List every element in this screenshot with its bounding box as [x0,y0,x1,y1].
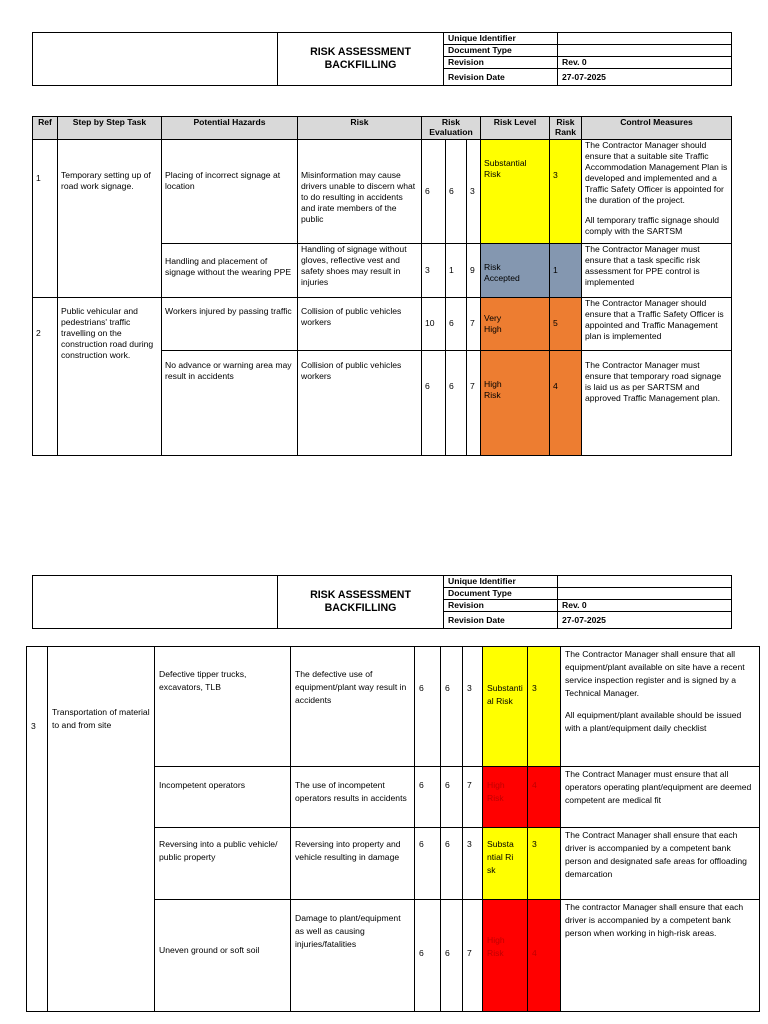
evaluation-1: 10 [422,297,446,350]
evaluation-1 [422,350,446,455]
risk-rank-cell [550,350,582,455]
evaluation-3: 7 [467,297,481,350]
evaluation-2 [441,767,463,828]
risk-level-text: Substantial Risk [484,157,527,179]
control-measures-cell: The Contractor Manager should ensure that a Traffic Safety Officer is appointed and Traffic Management plan is implemented [582,297,732,350]
risk-rank-value: 4 [553,380,558,391]
control-measures-cell: The contractor Manager shall ensure that each driver is accompanied by a competent bank person when working in high-risk areas. [561,900,760,1012]
risk-rank-cell: 5 [550,297,582,350]
ref-value: 1 [36,172,41,183]
revision-date-label: Revision Date [444,612,558,629]
risk-text: The use of incompetent operators results in accidents [295,780,407,803]
step-text: Transportation of material to and from site [52,707,150,730]
revision-label: Revision [444,57,558,69]
control-measures-cell [582,139,732,243]
control-measures-cell: The Contractor Manager must ensure that a task specific risk assessment for PPE control is implemented [582,243,732,297]
risk-cell [298,350,422,455]
document-header-2 [32,575,732,629]
hazard-text: Handling and placement of signage without the wearing PPE [165,255,292,277]
risk-rank-cell [528,900,561,1012]
evaluation-value: 7 [467,780,472,790]
ref-cell [27,647,48,1012]
ref-cell [33,297,58,455]
hazard-text: Uneven ground or soft soil [159,945,260,955]
revision-value: Rev. 0 [558,600,732,612]
risk-rank-value: 3 [532,839,537,849]
step-text: Temporary setting up of road work signage. [61,169,151,191]
control-measure-text: All equipment/plant available should be issued with a plant/equipment daily checklist [565,710,742,733]
risk-cell: Handling of signage without gloves, reflective vest and safety shoes may result in injuries [298,243,422,297]
col-controls: Control Measures [582,117,732,140]
title-line-2: BACKFILLING [324,59,397,71]
evaluation-value: 6 [449,380,454,391]
evaluation-value: 6 [445,780,450,790]
step-cell [58,297,162,455]
risk-level-text: Substantial Risk [487,839,514,875]
col-step: Step by Step Task [58,117,162,140]
evaluation-3 [463,828,483,900]
evaluation-value: 6 [425,380,430,391]
evaluation-value: 6 [445,839,450,849]
risk-level-text: High Risk [484,378,502,400]
hazard-cell [155,647,291,767]
hazard-cell [155,900,291,1012]
hazard-cell [162,350,298,455]
evaluation-1: 3 [422,243,446,297]
risk-cell [291,828,415,900]
risk-level-text: Substantial Risk [487,683,523,706]
hazard-cell [162,297,298,350]
title-line-1: RISK ASSESSMENT [310,589,411,601]
document-type-label: Document Type [444,588,558,600]
evaluation-2: 6 [446,297,467,350]
table-row [27,647,760,767]
hazard-text: Defective tipper trucks, excavators, TLB [159,669,247,692]
risk-level-cell [481,243,550,297]
step-cell [58,139,162,297]
risk-level-cell [483,828,528,900]
control-measure-text: The Contractor Manager must ensure that temporary road signage is laid us as per SARTSM and approved Traffic Management plan. [585,359,722,403]
document-type-label: Document Type [444,45,558,57]
evaluation-2: 1 [446,243,467,297]
evaluation-3 [463,767,483,828]
risk-level-cell [483,767,528,828]
control-measures-cell [561,647,760,767]
revision-date-value: 27-07-2025 [558,612,732,629]
ref-value: 3 [31,721,36,731]
risk-rank-cell [528,828,561,900]
title-line-2: BACKFILLING [324,602,397,614]
evaluation-value: 6 [445,683,450,693]
risk-rank-value: 4 [532,948,537,958]
evaluation-3: 9 [467,243,481,297]
evaluation-value: 3 [467,683,472,693]
revision-date-value: 27-07-2025 [558,69,732,86]
evaluation-value: 6 [419,839,424,849]
evaluation-value: 7 [470,380,475,391]
step-cell [48,647,155,1012]
document-type-value [558,45,732,57]
risk-cell [291,900,415,1012]
risk-text: Misinformation may cause drivers unable to discern what to do resulting in accidents and irate members of the public [301,169,416,224]
evaluation-value: 7 [467,948,472,958]
evaluation-value: 6 [419,780,424,790]
risk-level-text: High Risk [487,780,505,803]
risk-level-cell [481,350,550,455]
risk-rank-value: 4 [532,780,537,790]
risk-level-text: Risk Accepted [484,261,520,283]
document-title [278,576,444,629]
evaluation-1: 6 [422,139,446,243]
evaluation-3 [467,350,481,455]
col-level: Risk Level [481,117,550,140]
table-row [33,297,732,350]
evaluation-value: 6 [445,948,450,958]
risk-cell [291,647,415,767]
risk-table-1 [32,116,732,456]
evaluation-1 [415,767,441,828]
evaluation-2 [441,900,463,1012]
evaluation-2 [441,647,463,767]
evaluation-value: 6 [419,683,424,693]
hazard-text: Reversing into a public vehicle/ public property [159,839,278,862]
risk-level-text: High Risk [487,935,505,958]
evaluation-value: 3 [467,839,472,849]
evaluation-3 [463,900,483,1012]
risk-cell [298,139,422,243]
risk-level-cell [483,647,528,767]
table-row [33,139,732,243]
risk-level-cell [483,900,528,1012]
control-measures-cell: The Contract Manager shall ensure that each driver is accompanied by a competent bank person and designated safe areas for offloading demarcation [561,828,760,900]
logo-cell [33,33,278,86]
hazard-text: Workers injured by passing traffic [165,305,292,316]
risk-cell [298,297,422,350]
evaluation-1 [415,900,441,1012]
risk-cell [291,767,415,828]
evaluation-1 [415,647,441,767]
hazard-text: No advance or warning area may result in accidents [165,359,292,381]
step-text: Public vehicular and pedestrians' traffic travelling on the construction road during construction work. [61,305,154,360]
risk-level-text: Very High [484,312,502,334]
risk-rank-value: 3 [532,683,537,693]
control-measure-text: The Contractor Manager should ensure that a suitable site Traffic Accommodation Management Plan is developed and implemented and a Traffic Safety Officer is appointed for the duration of the project. [585,139,728,205]
evaluation-2 [446,350,467,455]
risk-text: Collision of public vehicles workers [301,359,402,381]
unique-identifier-value [558,33,732,45]
document-type-value [558,588,732,600]
risk-level-cell [481,297,550,350]
hazard-text: Incompetent operators [159,780,245,790]
risk-table-2 [26,646,760,1012]
logo-cell [33,576,278,629]
unique-identifier-value [558,576,732,588]
document-header-1 [32,32,732,86]
hazard-cell [155,828,291,900]
col-ref: Ref [33,117,58,140]
evaluation-value: 6 [419,948,424,958]
risk-text: The defective use of equipment/plant way result in accidents [295,669,407,705]
hazard-cell [162,243,298,297]
control-measure-text: All temporary traffic signage should comply with the SARTSM [585,214,720,236]
revision-value: Rev. 0 [558,57,732,69]
evaluation-2: 6 [446,139,467,243]
evaluation-3 [463,647,483,767]
risk-rank-cell: 1 [550,243,582,297]
document-title [278,33,444,86]
col-hazards: Potential Hazards [162,117,298,140]
revision-label: Revision [444,600,558,612]
risk-rank-cell [528,647,561,767]
unique-identifier-label: Unique Identifier [444,576,558,588]
evaluation-2 [441,828,463,900]
hazard-cell [162,139,298,243]
title-line-1: RISK ASSESSMENT [310,46,411,58]
col-risk: Risk [298,117,422,140]
evaluation-3: 3 [467,139,481,243]
unique-identifier-label: Unique Identifier [444,33,558,45]
risk-text: Collision of public vehicles workers [301,305,402,327]
revision-date-label: Revision Date [444,69,558,86]
ref-value: 2 [36,327,41,338]
evaluation-1 [415,828,441,900]
risk-text: Damage to plant/equipment as well as causing injuries/fatalities [295,913,401,949]
risk-rank-cell [550,139,582,243]
ref-cell [33,139,58,297]
hazard-cell [155,767,291,828]
risk-rank-value: 3 [553,169,558,180]
hazard-text: Placing of incorrect signage at location [165,169,281,191]
risk-level-cell [481,139,550,243]
risk-rank-cell [528,767,561,828]
control-measures-cell [582,350,732,455]
col-rank: Risk Rank [550,117,582,140]
risk-text: Reversing into property and vehicle resulting in damage [295,839,401,862]
col-evaluation: Risk Evaluation [422,117,481,140]
control-measures-cell: The Contract Manager must ensure that all operators operating plant/equipment are deemed competent are medical fit [561,767,760,828]
control-measure-text: The Contractor Manager shall ensure that all equipment/plant available on site have a recent service inspection register and is signed by a Technical Manager. [565,649,745,698]
